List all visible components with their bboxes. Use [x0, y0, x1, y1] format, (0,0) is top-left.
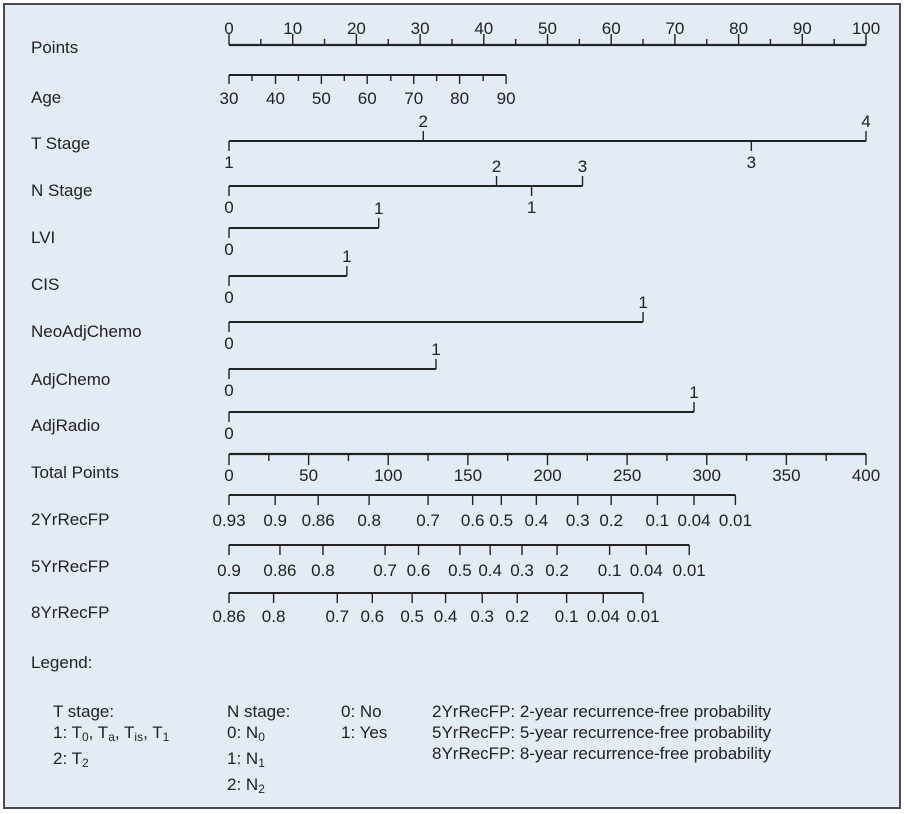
8yrrecfp-tick-label: 0.01: [626, 607, 660, 626]
total-points-tick-label: 350: [772, 466, 801, 485]
adjradio-level-label: 1: [689, 383, 699, 402]
points-tick-label: 0: [224, 19, 234, 38]
adjradio-label: AdjRadio: [31, 416, 100, 435]
8yrrecfp-tick-label: 0.04: [586, 607, 620, 626]
total-points-label: Total Points: [31, 463, 119, 482]
age-label: Age: [31, 88, 62, 107]
legend-t-stage-heading: T stage:: [53, 702, 115, 721]
legend-binary: [341, 701, 387, 743]
total-points-tick-label: 50: [299, 466, 319, 485]
8yrrecfp-tick-label: 0.6: [360, 607, 385, 626]
total-points-tick-label: 250: [612, 466, 642, 485]
2yrrecfp-tick-label: 0.3: [565, 511, 590, 530]
8yrrecfp-tick-label: 0.4: [433, 607, 458, 626]
5yrrecfp-tick-label: 0.01: [672, 561, 706, 580]
t-stage-label: T Stage: [31, 134, 91, 153]
2yrrecfp-tick-label: 0.86: [301, 511, 335, 530]
points-tick-label: 10: [283, 19, 303, 38]
legend-t-stage: [53, 701, 169, 774]
legend-abbreviations: [432, 701, 771, 764]
8yrrecfp-tick-label: 0.86: [212, 607, 246, 626]
8yrrecfp-tick-label: 0.8: [261, 607, 286, 626]
points-tick-label: 60: [601, 19, 621, 38]
points-tick-label: 40: [474, 19, 494, 38]
5yrrecfp-tick-label: 0.6: [406, 561, 431, 580]
points-tick-label: 20: [346, 19, 366, 38]
legend-binary-no: 0: No: [341, 702, 382, 721]
n-stage-level-label: 1: [526, 198, 537, 217]
2yrrecfp-tick-label: 0.04: [677, 511, 711, 530]
legend-abbrev-8yr: 8YrRecFP: 8-year recurrence-free probability: [432, 744, 772, 763]
legend-n-stage: [227, 701, 290, 800]
2yrrecfp-tick-label: 0.93: [212, 511, 246, 530]
5yrrecfp-tick-label: 0.3: [510, 561, 534, 580]
2yrrecfp-tick-label: 0.1: [645, 511, 670, 530]
8yrrecfp-tick-label: 0.5: [400, 607, 424, 626]
adjchemo-label: AdjChemo: [31, 370, 111, 389]
n-stage-level-label: 0: [224, 198, 234, 217]
points-tick-label: 50: [538, 19, 557, 38]
2yrrecfp-tick-label: 0.9: [263, 511, 288, 530]
t-stage-level-label: 2: [418, 112, 429, 131]
legend-t-stage-line1: 1: $T_0$, $T_a$, $T_{is}$, $T_1$: [53, 723, 170, 744]
legend-title: Legend:: [31, 653, 93, 672]
5yrrecfp-tick-label: 0.04: [629, 561, 663, 580]
2yrrecfp-tick-label: 0.5: [489, 511, 514, 530]
lvi-level-label: 1: [373, 199, 384, 218]
2yrrecfp-tick-label: 0.4: [524, 511, 549, 530]
lvi-label: LVI: [31, 228, 56, 247]
2yrrecfp-label: 2YrRecFP: [31, 510, 110, 529]
8yrrecfp-tick-label: 0.7: [325, 607, 350, 626]
total-points-tick-label: 400: [851, 466, 881, 485]
age-tick-label: 30: [219, 89, 239, 108]
5yrrecfp-tick-label: 0.86: [263, 561, 297, 580]
5yrrecfp-tick-label: 0.8: [311, 561, 335, 580]
age-tick-label: 70: [404, 89, 424, 108]
legend-abbrev-5yr: 5YrRecFP: 5-year recurrence-free probability: [432, 723, 772, 742]
n-stage-level-label: 2: [491, 157, 502, 176]
age-tick-label: 40: [266, 89, 285, 108]
2yrrecfp-tick-label: 0.6: [460, 511, 485, 530]
neoadjchemo-level-label: 1: [638, 293, 648, 312]
t-stage-level-label: 1: [224, 153, 234, 172]
2yrrecfp-tick-label: 0.01: [718, 511, 752, 530]
total-points-tick-label: 200: [533, 466, 562, 485]
legend-n-stage-line1: 0: $N_0$: [227, 723, 265, 744]
legend-abbrev-2yr: 2YrRecFP: 2-year recurrence-free probability: [432, 702, 772, 721]
5yrrecfp-tick-label: 0.7: [373, 561, 397, 580]
8yrrecfp-tick-label: 0.3: [470, 607, 495, 626]
t-stage-level-label: 4: [861, 112, 871, 131]
n-stage-label: N Stage: [31, 181, 93, 200]
5yrrecfp-tick-label: 0.9: [217, 561, 241, 580]
neoadjchemo-level-label: 0: [224, 334, 234, 353]
age-tick-label: 80: [450, 89, 470, 108]
cis-level-label: 1: [342, 247, 352, 266]
cis-level-label: 0: [224, 288, 234, 307]
8yrrecfp-label: 8YrRecFP: [31, 603, 110, 622]
adjchemo-level-label: 0: [224, 381, 234, 400]
5yrrecfp-tick-label: 0.2: [545, 561, 569, 580]
5yrrecfp-label: 5YrRecFP: [31, 557, 110, 576]
age-tick-label: 60: [357, 89, 377, 108]
age-tick-label: 90: [496, 89, 516, 108]
legend-t-stage-line2: 2: $T_2$: [53, 749, 89, 770]
points-tick-label: 90: [792, 19, 812, 38]
5yrrecfp-tick-label: 0.1: [597, 561, 622, 580]
total-points-tick-label: 0: [224, 466, 234, 485]
2yrrecfp-tick-label: 0.2: [599, 511, 624, 530]
points-axis-label: Points: [31, 38, 79, 57]
legend-n-stage-line3: 2: $N_2$: [227, 775, 265, 796]
legend-n-stage-heading: N stage:: [227, 702, 291, 721]
adjchemo-level-label: 1: [431, 340, 441, 359]
5yrrecfp-tick-label: 0.4: [478, 561, 502, 580]
t-stage-level-label: 3: [746, 153, 757, 172]
5yrrecfp-tick-label: 0.5: [448, 561, 472, 580]
legend-n-stage-line2: 1: $N_1$: [227, 749, 265, 770]
lvi-level-label: 0: [224, 240, 234, 259]
n-stage-level-label: 3: [577, 157, 588, 176]
total-points-tick-label: 150: [453, 466, 483, 485]
2yrrecfp-tick-label: 0.7: [416, 511, 440, 530]
points-tick-label: 100: [851, 19, 881, 38]
points-tick-label: 30: [410, 19, 430, 38]
8yrrecfp-tick-label: 0.1: [554, 607, 579, 626]
total-points-tick-label: 100: [374, 466, 403, 485]
legend-binary-yes: 1: Yes: [341, 723, 388, 742]
points-tick-label: 80: [729, 19, 749, 38]
adjradio-level-label: 0: [224, 424, 234, 443]
points-tick-label: 70: [665, 19, 685, 38]
total-points-tick-label: 300: [692, 466, 721, 485]
neoadjchemo-label: NeoAdjChemo: [31, 322, 142, 341]
2yrrecfp-tick-label: 0.8: [357, 511, 381, 530]
8yrrecfp-tick-label: 0.2: [505, 607, 530, 626]
cis-label: CIS: [31, 275, 60, 294]
age-tick-label: 50: [311, 89, 331, 108]
